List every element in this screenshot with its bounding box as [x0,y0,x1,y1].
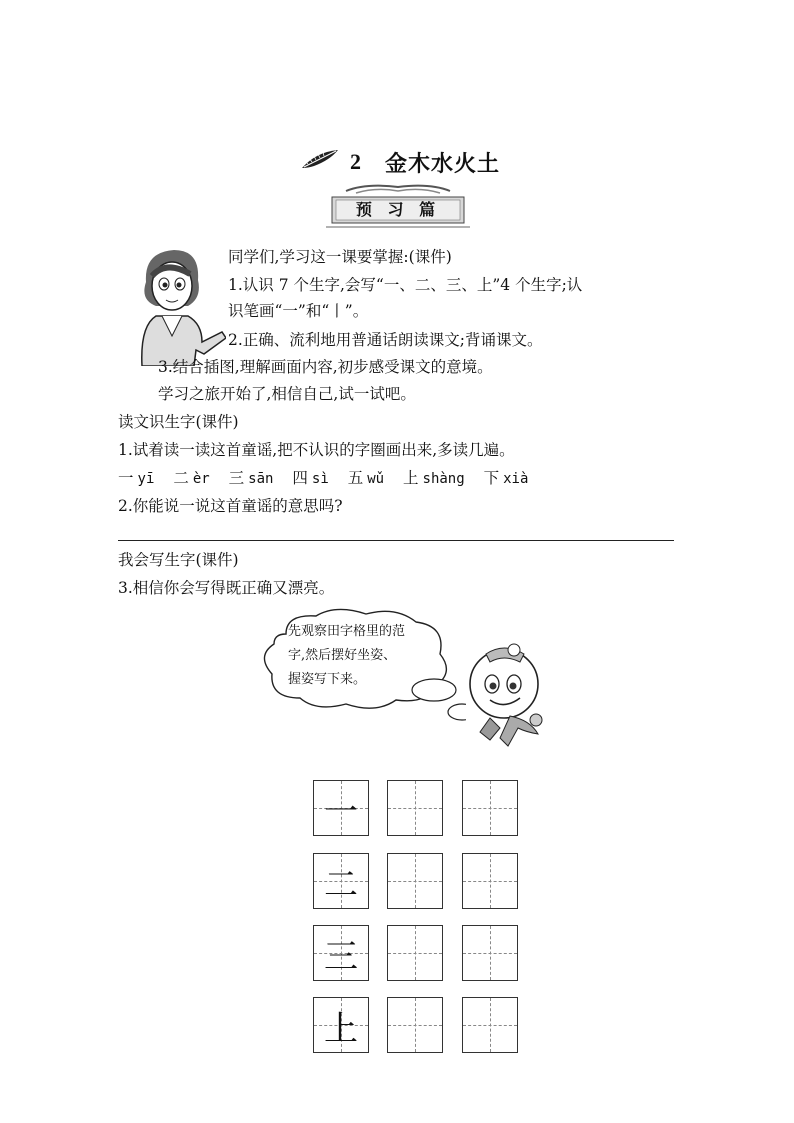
intro-line-2b: 识笔画“一”和“丨”。 [228,302,369,320]
answer-line[interactable] [118,540,674,541]
writing-grid-blank[interactable] [387,997,443,1053]
writing-grid-blank[interactable] [462,925,518,981]
quill-icon [300,148,340,176]
writing-grid-blank[interactable] [462,997,518,1053]
lesson-title [300,142,500,182]
intro-line-3: 2.正确、流利地用普通话朗读课文;背诵课文。 [228,331,543,349]
intro-line-2a: 1.认识 7 个生字,会写“一、二、三、上”4 个生字;认 [228,276,583,294]
section-heading-read: 读文识生字(课件) [118,413,239,431]
pinyin-item: 五 wǔ [347,469,385,487]
pinyin-item: 一 yī [118,469,155,487]
question-1: 1.试着读一读这首童谣,把不认识的字圈画出来,多读几遍。 [118,441,515,459]
writing-grid-blank[interactable] [387,925,443,981]
lesson-number: 2 [350,149,361,174]
writing-grid-example: 一 [313,780,369,836]
pinyin-item: 上 shàng [403,469,465,487]
teacher-illustration [126,246,226,366]
mascot-illustration [460,636,550,754]
intro-line-5: 学习之旅开始了,相信自己,试一试吧。 [158,385,416,403]
thought-cloud-text: 先观察田字格里的范 字,然后摆好坐姿、 握姿写下来。 [288,624,406,687]
writing-grid-blank[interactable] [462,853,518,909]
section-label: 预 习 篇 [355,200,441,219]
writing-grid-example: 三 [313,925,369,981]
pinyin-item: 下 xià [483,469,529,487]
lesson-name: 金木水火土 [385,150,501,177]
section-heading-write: 我会写生字(课件) [118,551,239,569]
pinyin-item: 三 sān [228,469,274,487]
writing-grid-blank[interactable] [387,780,443,836]
intro-line-1: 同学们,学习这一课要掌握:(课件) [228,248,452,266]
writing-grid-example: 上 [313,997,369,1053]
question-3: 3.相信你会写得既正确又漂亮。 [118,579,335,597]
writing-grid-blank[interactable] [387,853,443,909]
pinyin-row [118,467,542,490]
question-2: 2.你能说一说这首童谣的意思吗? [118,497,343,515]
pinyin-item: 二 èr [173,469,210,487]
pinyin-item: 四 sì [292,469,329,487]
intro-line-4: 3.结合插图,理解画面内容,初步感受课文的意境。 [158,358,493,376]
writing-grid-example: 二 [313,853,369,909]
writing-grid-blank[interactable] [462,780,518,836]
